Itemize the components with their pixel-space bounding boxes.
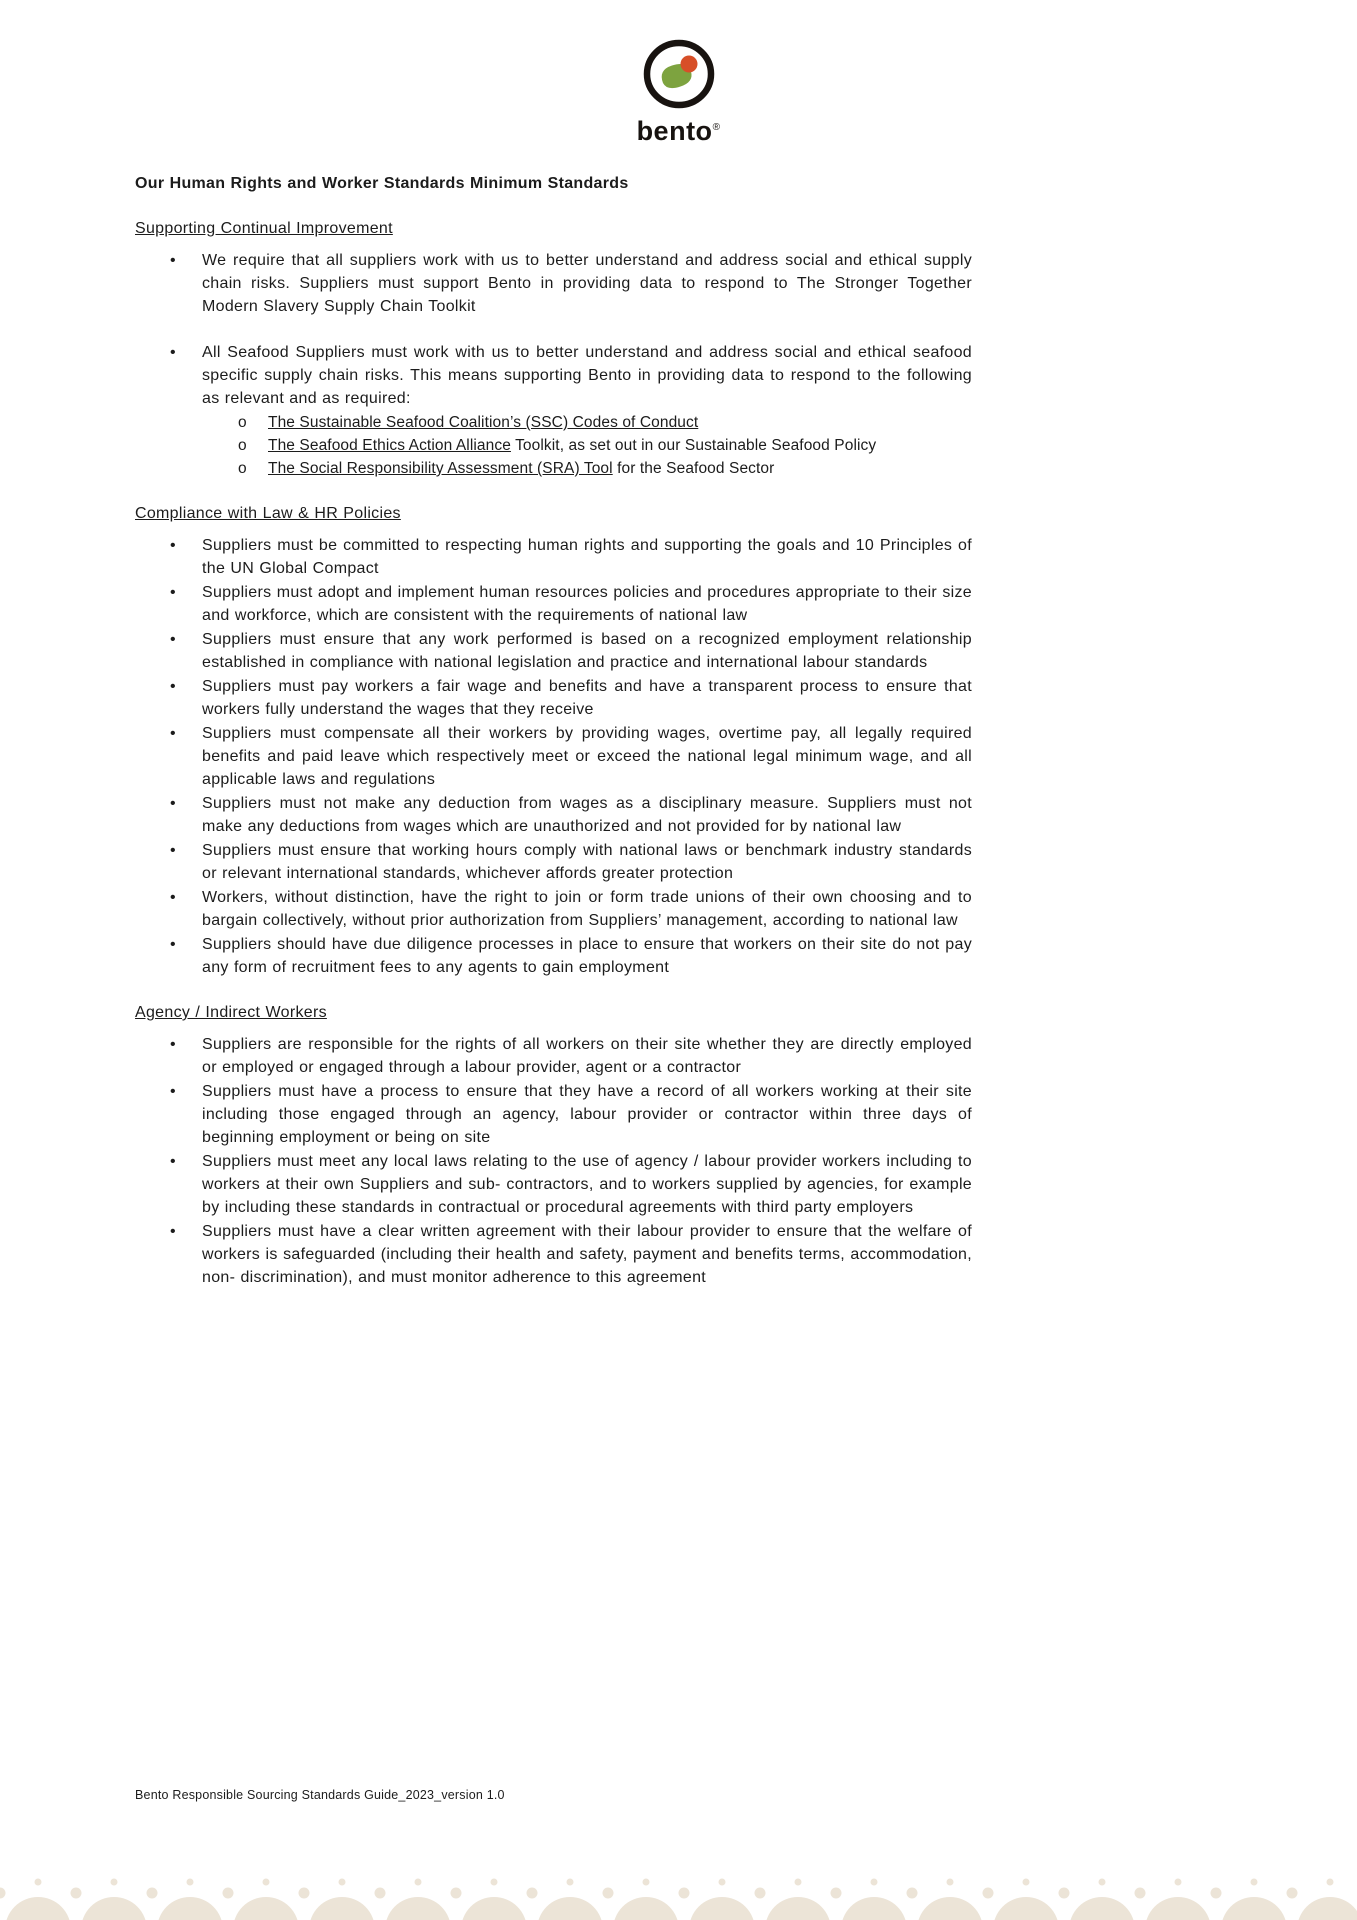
sub-bullet-item (135, 457, 972, 480)
bullet-item (135, 534, 972, 580)
bullet-icon: • (170, 1153, 176, 1170)
bullet-icon: • (170, 252, 176, 269)
text-segment: Toolkit, as set out in our Sustainable Seafood Policy (510, 437, 877, 454)
document-section (135, 1001, 972, 1289)
bullet-icon: • (170, 936, 176, 953)
bullet-item (135, 341, 972, 410)
bullet-icon: • (170, 725, 176, 742)
bullet-item (135, 1033, 972, 1079)
bullet-icon: • (170, 842, 176, 859)
bullet-text: Suppliers must compensate all their workers by providing wages, overtime pay, all legally required benefits and paid leave which respectively meet or exceed the national legal minimum wage, and all applicable laws and regulations (202, 725, 972, 788)
bullet-icon: • (170, 889, 176, 906)
bullet-icon: • (170, 795, 176, 812)
bullet-icon: • (170, 344, 176, 361)
bullet-icon: • (170, 1036, 176, 1053)
bullet-item (135, 1150, 972, 1219)
brand-name: bento (636, 116, 713, 146)
bullet-icon: • (170, 537, 176, 554)
bullet-item (135, 886, 972, 932)
bullet-icon: • (170, 1083, 176, 1100)
bullet-text: Suppliers must have a clear written agreement with their labour provider to ensure that the welfare of workers is safeguarded (including their health and safety, payment and benefits terms, accommodation, non- discrimination), and must monitor adherence to this agreement (202, 1223, 972, 1286)
bullet-item (135, 628, 972, 674)
sub-bullet-item (135, 434, 972, 457)
bullet-text: Suppliers are responsible for the rights of all workers on their site whether they are directly employed or employed or engaged through a labour provider, agent or a contractor (202, 1036, 972, 1076)
document-section (135, 502, 972, 979)
bullet-item (135, 1080, 972, 1149)
document-body (135, 172, 972, 1289)
brand-wordmark (637, 113, 721, 146)
bullet-text: Suppliers should have due diligence processes in place to ensure that workers on their site do not pay any form of recruitment fees to any agents to gain employment (202, 936, 972, 976)
bullet-text: Suppliers must adopt and implement human resources policies and procedures appropriate to their size and workforce, which are consistent with the requirements of national law (202, 584, 972, 624)
section-heading: Agency / Indirect Workers (135, 1004, 327, 1021)
bullet-text: Suppliers must ensure that any work performed is based on a recognized employment relationship established in compliance with national legislation and practice and international labour standards (202, 631, 972, 671)
page-title: Our Human Rights and Worker Standards Minimum Standards (135, 175, 629, 192)
bullet-item (135, 249, 972, 318)
section-heading: Compliance with Law & HR Policies (135, 505, 401, 522)
scallop-border-decoration (0, 1868, 1357, 1920)
bullet-item (135, 675, 972, 721)
document-section (135, 217, 972, 480)
sub-bullet-text (268, 434, 972, 457)
bullet-icon: • (170, 678, 176, 695)
bullet-icon: • (170, 631, 176, 648)
bullet-text: Suppliers must not make any deduction from wages as a disciplinary measure. Suppliers must not make any deductions from wages which are unauthorized and not provided for by national law (202, 795, 972, 835)
bento-logo-icon (636, 36, 722, 112)
bullet-icon: • (170, 584, 176, 601)
bullet-text: All Seafood Suppliers must work with us to better understand and address social and ethical seafood specific supply chain risks. This means supporting Bento in providing data to respond to the following as relevant and as required: (202, 344, 972, 407)
section-heading: Supporting Continual Improvement (135, 220, 393, 237)
bullet-text: Suppliers must ensure that working hours comply with national laws or benchmark industry standards or relevant international standards, whichever affords greater protection (202, 842, 972, 882)
document-link[interactable]: The Social Responsibility Assessment (SRA) Tool (268, 460, 613, 477)
bullet-item (135, 933, 972, 979)
bullet-icon: • (170, 1223, 176, 1240)
text-segment: for the Seafood Sector (612, 460, 775, 477)
document-link[interactable]: The Sustainable Seafood Coalition’s (SSC) Codes of Conduct (268, 414, 699, 431)
sections (135, 217, 972, 1289)
bullet-item (135, 792, 972, 838)
sub-bullet-text (268, 411, 972, 434)
bullet-text: Suppliers must have a process to ensure that they have a record of all workers working at their site including those engaged through an agency, labour provider or contractor within three days of beginning employment or being on site (202, 1083, 972, 1146)
bullet-text: Suppliers must be committed to respecting human rights and supporting the goals and 10 Principles of the UN Global Compact (202, 537, 972, 577)
document-link[interactable]: The Seafood Ethics Action Alliance (268, 437, 511, 454)
bullet-item (135, 839, 972, 885)
bullet-text: Suppliers must pay workers a fair wage and benefits and have a transparent process to ensure that workers fully understand the wages that they receive (202, 678, 972, 718)
scallop-pattern (0, 1868, 1357, 1920)
bullet-item (135, 722, 972, 791)
sub-bullet-icon: o (238, 414, 247, 431)
footer-text: Bento Responsible Sourcing Standards Guide_2023_version 1.0 (135, 1788, 505, 1802)
sub-bullet-icon: o (238, 437, 247, 454)
sub-bullet-text (268, 457, 972, 480)
logo-berry (680, 56, 697, 73)
logo (0, 0, 1357, 146)
bullet-text: Workers, without distinction, have the right to join or form trade unions of their own choosing and to bargain collectively, without prior authorization from Suppliers’ management, according to national law (202, 889, 972, 929)
bullet-text: Suppliers must meet any local laws relating to the use of agency / labour provider workers including to workers at their own Suppliers and sub- contractors, and to workers supplied by agencies, for example by including these standards in contractual or procedural agreements with third party employers (202, 1153, 972, 1216)
registered-mark: ® (712, 122, 721, 133)
bullet-item (135, 581, 972, 627)
bullet-text: We require that all suppliers work with us to better understand and address social and ethical supply chain risks. Suppliers must support Bento in providing data to respond to The Stronger Together Modern Slavery Supply Chain Toolkit (202, 252, 972, 315)
sub-bullet-item (135, 411, 972, 434)
bullet-item (135, 1220, 972, 1289)
sub-bullet-icon: o (238, 460, 247, 477)
